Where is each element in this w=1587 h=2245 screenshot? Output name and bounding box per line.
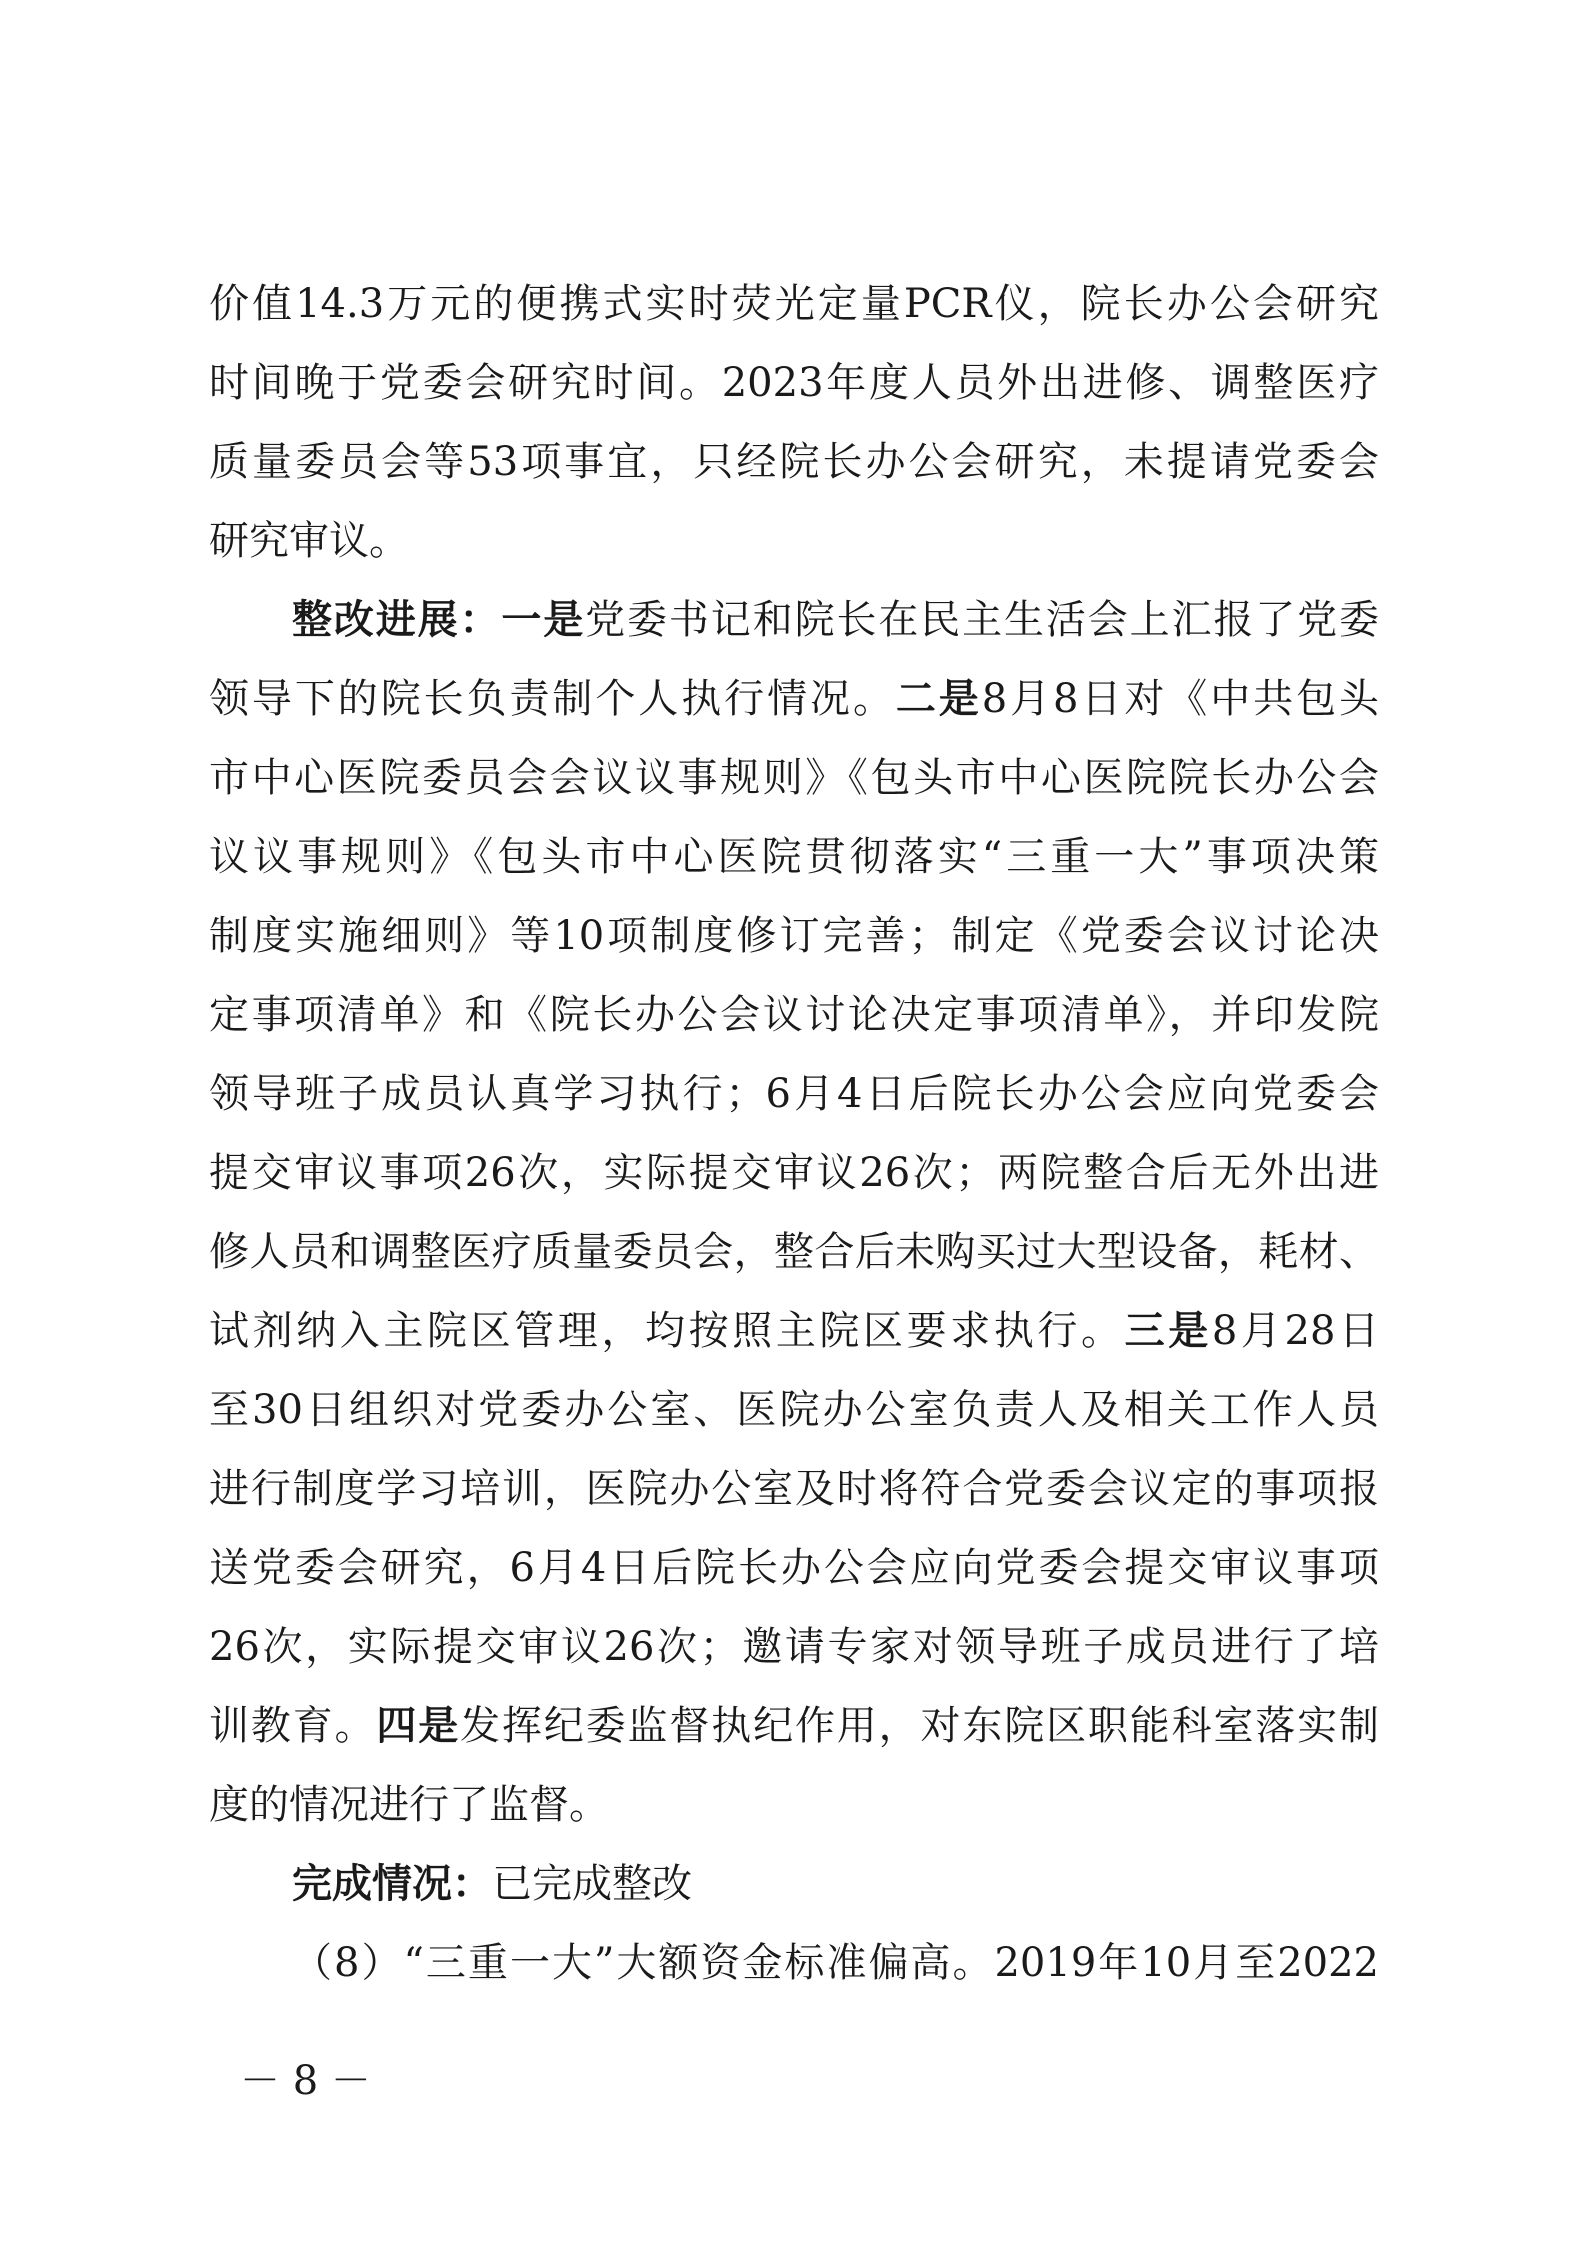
text-line: 定事项清单》和《院长办公会议讨论决定事项清单》，并印发院	[209, 992, 1379, 1038]
item-marker: 四是	[376, 1703, 461, 1749]
text-line: 度的情况进行了监督。	[209, 1782, 609, 1828]
section-heading: 完成情况：	[292, 1861, 492, 1907]
section-heading: 整改进展：	[292, 597, 502, 643]
text-line: 时间晚于党委会研究时间。2023年度人员外出进修、调整医疗	[209, 360, 1379, 406]
text-line: （8）“三重一大”大额资金标准偏高。2019年10月至2022	[292, 1940, 1379, 1986]
text-line: 提交审议事项26次，实际提交审议26次；两院整合后无外出进	[209, 1150, 1379, 1196]
text-line: 市中心医院委员会会议议事规则》《包头市中心医院院长办公会	[209, 755, 1379, 801]
text-line: 送党委会研究，6月4日后院长办公会应向党委会提交审议事项	[209, 1545, 1379, 1591]
text-line: 完成情况：已完成整改	[292, 1861, 692, 1907]
text-line: 整改进展：一是党委书记和院长在民主生活会上汇报了党委	[292, 597, 1380, 643]
text-line: 领导班子成员认真学习执行；6月4日后院长办公会应向党委会	[209, 1071, 1379, 1117]
text-line: 制度实施细则》等10项制度修订完善；制定《党委会议讨论决	[209, 913, 1379, 959]
text-line: 领导下的院长负责制个人执行情况。二是8月8日对《中共包头	[209, 676, 1379, 722]
item-marker: 二是	[895, 676, 982, 722]
text-line: 26次，实际提交审议26次；邀请专家对领导班子成员进行了培	[209, 1624, 1379, 1670]
text-line: 至30日组织对党委办公室、医院办公室负责人及相关工作人员	[209, 1387, 1379, 1433]
text-line: 议议事规则》《包头市中心医院贯彻落实“三重一大”事项决策	[209, 834, 1379, 880]
text-line: 试剂纳入主院区管理，均按照主院区要求执行。三是8月28日	[209, 1308, 1379, 1354]
page-number: － 8 －	[240, 2058, 371, 2104]
item-marker: 一是	[501, 597, 586, 643]
text-line: 修人员和调整医疗质量委员会，整合后未购买过大型设备，耗材、	[209, 1229, 1379, 1275]
text-line: 价值14.3万元的便携式实时荧光定量PCR仪，院长办公会研究	[209, 281, 1379, 327]
text-line: 质量委员会等53项事宜，只经院长办公会研究，未提请党委会	[209, 439, 1379, 485]
text-line: 研究审议。	[209, 518, 409, 564]
text-line: 进行制度学习培训，医院办公室及时将符合党委会议定的事项报	[209, 1466, 1379, 1512]
item-marker: 三是	[1124, 1308, 1212, 1354]
text-line: 训教育。四是发挥纪委监督执纪作用，对东院区职能科室落实制	[209, 1703, 1380, 1749]
